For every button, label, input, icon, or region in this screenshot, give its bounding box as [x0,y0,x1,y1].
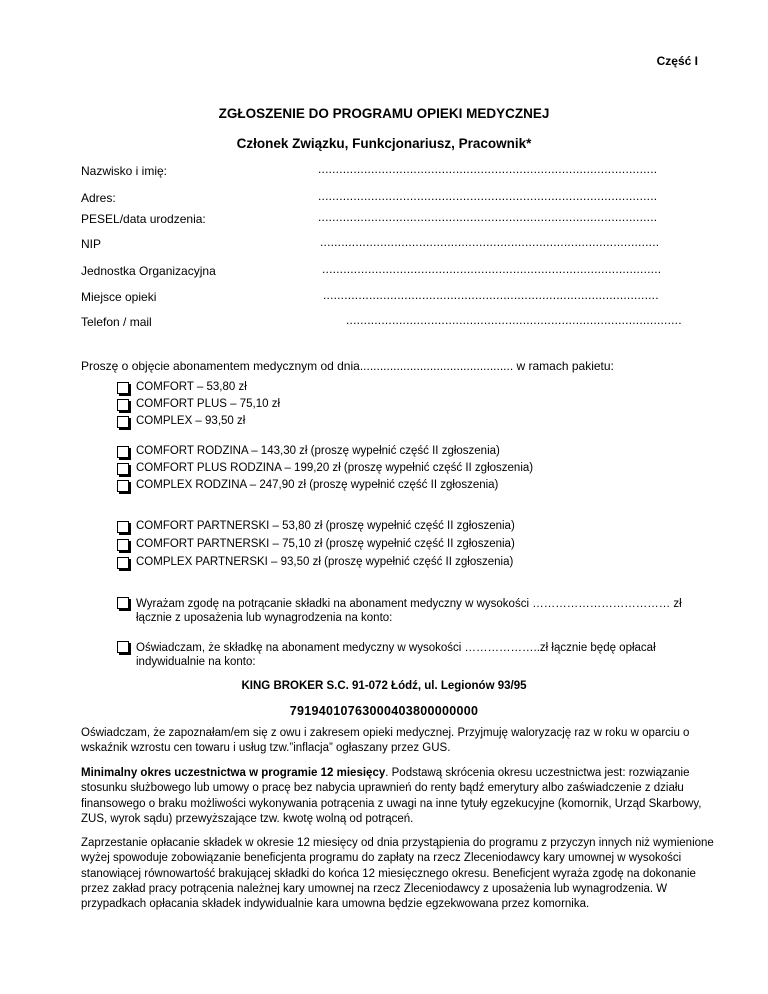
package-comfort-partnerski-2: COMFORT PARTNERSKI – 75,10 zł (proszę wypełnić część II zgłoszenia) [136,538,515,550]
package-complex-partnerski: COMPLEX PARTNERSKI – 93,50 zł (proszę wypełnić część II zgłoszenia) [136,556,514,568]
checkbox-comfort-partnerski-2[interactable] [117,539,129,551]
field-line-nip[interactable]: ................................................................................................ [320,235,660,249]
package-comfort-plus: COMFORT PLUS – 75,10 zł [136,398,281,410]
part-label: Część I [656,54,698,68]
document-subtitle: Członek Związku, Funkcjonariusz, Pracownik* [236,136,532,151]
minimum-period-heading: Minimalny okres uczestnictwa w programie 12 miesięcy [81,767,386,779]
minimum-period-paragraph [81,766,721,827]
field-label-name: Nazwisko i imię: [81,164,168,178]
company-address: KING BROKER S.C. 91-072 Łódź, ul. Legionów 93/95 [241,680,527,692]
field-line-pesel[interactable]: ................................................................................................ [318,210,658,224]
checkbox-comfort[interactable] [117,382,129,394]
penalty-paragraph: Zaprzestanie opłacanie składek w okresie 12 miesięcy od dnia przystąpienia do programu z przyczyn innych niż wymienione wyżej spowoduje zobowiązanie beneficjenta programu do zapłaty na rzecz Zleceniodawcy kary umownej w wysokości stanowiącej równowartość brakującej składki do końca 12 miesięcznego okresu. Beneficjent wyraża zgodę na dokonanie przez zakład pracy potrącenia należnej kary umownej na rzecz Zleceniodawcy z uposażenia lub wynagrodzenia. W przypadkach opłacania składek indywidualnie kara umowna będzie egzekwowana przez komornika. [81,837,714,911]
field-label-address: Adres: [81,191,116,205]
package-comfort: COMFORT – 53,80 zł [136,381,247,393]
field-line-name[interactable]: ................................................................................................ [318,162,658,176]
checkbox-comfort-plus-rodzina[interactable] [117,463,129,475]
document-title: ZGŁOSZENIE DO PROGRAMU OPIEKI MEDYCZNEJ [218,106,550,121]
package-complex-rodzina: COMPLEX RODZINA – 247,90 zł (proszę wypełnić część II zgłoszenia) [136,479,499,491]
individual-payment-text [136,641,726,669]
checkbox-payroll-consent[interactable] [117,597,129,609]
field-line-care-place[interactable]: ............................................................................................... [323,288,659,302]
package-complex: COMPLEX – 93,50 zł [136,415,246,427]
field-line-unit[interactable]: ................................................................................................ [322,262,662,276]
package-comfort-rodzina: COMFORT RODZINA – 143,30 zł (proszę wypełnić część II zgłoszenia) [136,445,500,457]
package-comfort-plus-rodzina: COMFORT PLUS RODZINA – 199,20 zł (proszę wypełnić część II zgłoszenia) [136,462,534,474]
checkbox-comfort-rodzina[interactable] [117,446,129,458]
field-label-unit: Jednostka Organizacyjna [81,264,216,278]
checkbox-comfort-partnerski[interactable] [117,521,129,533]
declaration-paragraph: Oświadczam, że zapoznałam/em się z owu i zakresem opieki medycznej. Przyjmuję waloryzację raz w roku w oparciu o wskaźnik wzrostu cen towaru i usług tzw.”inflacja” ogłaszany przez GUS. [81,727,690,755]
individual-payment-line1: Oświadczam, że składkę na abonament medyczny w wysokości ………………..zł łącznie będę opłacał [136,642,656,654]
checkbox-complex[interactable] [117,416,129,428]
field-label-nip: NIP [81,237,102,251]
payroll-consent-line1: Wyrażam zgodę na potrącanie składki na abonament medyczny w wysokości ……………………………… zł [136,598,682,610]
checkbox-comfort-plus[interactable] [117,399,129,411]
minimum-period-text: . Podstawą skrócenia okresu uczestnictwa jest: rozwiązanie stosunku służbowego lub umowy o pracę bez nabycia uprawnień do renty bądź emerytury albo zaświadczenie z działu finansowego o braku możliwości wykonywania potrącenia z uwagi na inne tytuły egzekucyjne (komornik, Urząd Skarbowy, ZUS, wyrok sądu) przewyższające tzw. kwotę wolną od potrąceń. [81,767,702,825]
package-comfort-partnerski: COMFORT PARTNERSKI – 53,80 zł (proszę wypełnić część II zgłoszenia) [136,520,515,532]
checkbox-individual-payment[interactable] [117,641,129,653]
subscription-request-text: Proszę o objęcie abonamentem medycznym od dnia.............................................. w ramach pakietu: [81,359,614,373]
individual-payment-line2: indywidualnie na konto: [136,656,256,668]
checkbox-complex-partnerski[interactable] [117,557,129,569]
payroll-consent-line2: łącznie z uposażenia lub wynagrodzenia na konto: [136,612,393,624]
field-label-phone: Telefon / mail [81,315,152,329]
field-line-address[interactable]: ................................................................................................ [318,189,658,203]
field-line-phone[interactable]: ............................................................................................... [346,313,682,327]
checkbox-complex-rodzina[interactable] [117,480,129,492]
bank-account-number: 79194010763000403800000000 [289,704,479,718]
field-label-pesel: PESEL/data urodzenia: [81,212,206,226]
field-label-care-place: Miejsce opieki [81,290,157,304]
payroll-consent-text [136,597,726,625]
